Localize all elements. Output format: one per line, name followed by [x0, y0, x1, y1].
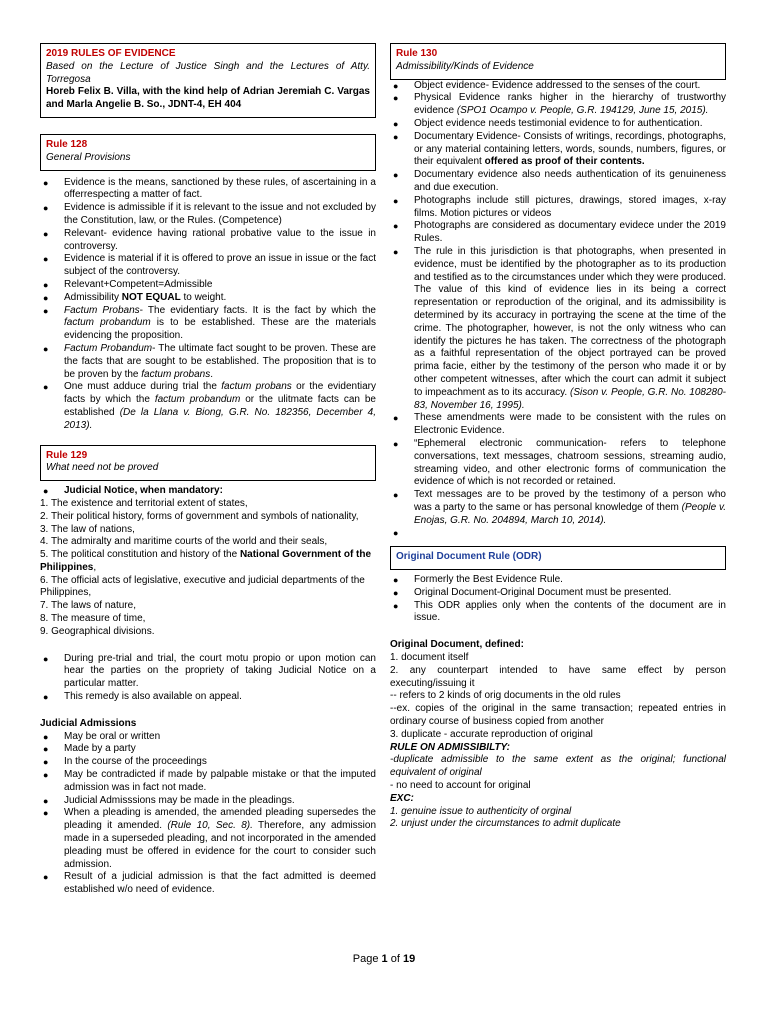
odr-list [390, 574, 726, 625]
list-item: 2. Their political history, forms of government and symbols of nationality, [40, 510, 359, 522]
list-item: 4. The admiralty and maritime courts of the world and their seals, [40, 536, 328, 548]
rule-129-title: Rule 129 [46, 449, 88, 461]
list-item: 7. The laws of nature, [40, 600, 136, 612]
list-item: --ex. copies of the original in the same transaction; repeated entries in ordinary course of business copied from another [390, 703, 726, 728]
page-total: 19 [402, 953, 416, 965]
list-item: 1. document itself [390, 652, 469, 664]
list-item: 3. duplicate - accurate reproduction of original [390, 728, 593, 740]
judicial-notice-heading: ● Judicial Notice, when mandatory: [40, 485, 376, 498]
list-item: ● One must adduce during trial the factum probans or the evidentiary facts by which the factum probandum or the ulitmate facts can be established (De la Llana v. Biong, G.R. No. 182356, December 4, 2013). [40, 381, 376, 432]
list-item: ● Result of a judicial admission is that the fact admitted is deemed established w/o need of evidence. [40, 871, 376, 897]
judicial-notice-heading-list [40, 485, 376, 498]
rule-128-list [40, 177, 376, 433]
rule-128-header [40, 134, 376, 171]
rule-130-list [390, 80, 726, 541]
odr-definition-heading: Original Document, defined: [390, 639, 524, 651]
list-item: ● This ODR applies only when the contents of the document are in issue. [390, 600, 726, 626]
rule-129-subtitle: What need not be proved [46, 462, 159, 474]
list-item: ● May be oral or written [40, 731, 376, 744]
page-number: 1 [381, 953, 388, 965]
list-item: ● Original Document-Original Document must be presented. [390, 587, 726, 600]
rule-129-header [40, 445, 376, 482]
list-item: ● Photographs include still pictures, drawings, stored images, x-ray films. Motion pictures or videos [390, 195, 726, 221]
no-need-line: - no need to account for original [390, 780, 531, 792]
exceptions-heading: EXC: [390, 792, 414, 804]
list-item: ● This remedy is also available on appeal. [40, 691, 376, 704]
document-header-box [40, 43, 376, 118]
list-item: ● Evidence is admissible if it is relevant to the issue and not excluded by the Constitution, law, or the Rules. (Competence) [40, 202, 376, 228]
list-item: ● Factum Probandum- The ultimate fact sought to be proven. These are the facts that are sought to be established. The proposition that is to be proven by the factum probans. [40, 343, 376, 381]
empty-list-item [390, 527, 726, 540]
list-item: ● Object evidence needs testimonial evidence to for authentication. [390, 118, 726, 131]
list-item: ● Made by a party [40, 743, 376, 756]
list-item: ● Formerly the Best Evidence Rule. [390, 574, 726, 587]
list-item: ● Evidence is the means, sanctioned by these rules, of ascertaining in a offerrespecting a matter of fact. [40, 177, 376, 203]
rule-130-subtitle: Admissibility/Kinds of Evidence [396, 60, 534, 72]
list-item: ● Relevant- evidence having rational probative value to the issue in controversy. [40, 228, 376, 254]
list-item: ● Evidence is material if it is offered to prove an issue in issue or the fact subject of the controversy. [40, 253, 376, 279]
judicial-notice-list [40, 498, 376, 639]
admissibility-line: -duplicate admissible to the same extent as the original; functional equivalent of original [390, 754, 726, 779]
judicial-admissions-heading: Judicial Admissions [40, 717, 137, 729]
list-item: 1. genuine issue to authenticity of orginal [390, 805, 572, 817]
pretrial-list [40, 653, 376, 704]
list-item: ● Object evidence- Evidence addressed to the senses of the court. [390, 80, 726, 93]
list-item: 3. The law of nations, [40, 523, 135, 535]
list-item: ● Admissibility NOT EQUAL to weight. [40, 292, 376, 305]
list-item: ● Text messages are to be proved by the testimony of a person who was a party to the same or has personal knowledge of them (People v. Enojas, G.R. No. 204894, March 10, 2014). [390, 489, 726, 527]
list-item: ● Judicial Admisssions may be made in the pleadings. [40, 795, 376, 808]
list-item: ● Factum Probans- The evidentiary facts. It is the fact by which the factum probandum is to be established. These are the materials evidencing the proposition. [40, 305, 376, 343]
list-item: ● Documentary Evidence- Consists of writings, recordings, photographs, or any material containing letters, words, sounds, numbers, figures, or their equivalent offered as proof of their contents. [390, 131, 726, 169]
rule-130-header [390, 43, 726, 80]
list-item: -- refers to 2 kinds of orig documents in the old rules [390, 690, 621, 702]
list-item: ● Physical Evidence ranks higher in the hierarchy of trustworthy evidence (SPO1 Ocampo v. People, G.R. 194129, June 15, 2015). [390, 92, 726, 118]
list-item: ● In the course of the proceedings [40, 756, 376, 769]
document-title: 2019 RULES OF EVIDENCE [46, 48, 176, 59]
list-item: ● The rule in this jurisdiction is that photographs, when presented in evidence, must be identified by the photographer as to its production and testified as to the circumstances under which they were produced. The value of this kind of evidence lies in its being a correct representation or reproduction of the original, and its admissibility is determined by its accuracy in portraying the scene at the time of the crime. The photographer, however, is not the only witness who can identify the pictures he has taken. The correctness of the photograph as a faithful representation of the object portrayed can be proved prima facie, either by the testimony of the person who made it or by other competent witnesses, after which the court can admit it subject to impeachment as to its accuracy. (Sison v. People, G.R. No. 108280-83, November 16, 1995). [390, 246, 726, 412]
list-item: 6. The official acts of legislative, executive and judicial departments of the Philippines, [40, 574, 365, 599]
list-item: 8. The measure of time, [40, 613, 146, 625]
judicial-admissions-list [40, 731, 376, 897]
list-item: 2. any counterpart intended to have same effect by person executing/issuing it [390, 664, 726, 689]
admissibility-heading: RULE ON ADMISSIBILTY: [390, 741, 510, 753]
rule-128-subtitle: General Provisions [46, 151, 131, 163]
list-item: 2. unjust under the circumstances to admit duplicate [390, 818, 621, 830]
list-item: ● Documentary evidence also needs authentication of its genuineness and due execution. [390, 169, 726, 195]
list-item: 5. The political constitution and history of the National Government of the Philippines, [40, 549, 372, 573]
list-item: ● “Ephemeral electronic communication- refers to telephone conversations, text messages, chatroom sessions, streaming audio, streaming video, and other electronic forms of communication the evidence of which is not recorded or retained. [390, 438, 726, 489]
rule-130-title: Rule 130 [396, 48, 438, 59]
list-item: ● Photographs are considered as documentary evidece under the 2019 Rules. [390, 220, 726, 246]
list-item: ● May be contradicted if made by palpable mistake or that the imputed admission was in fact not made. [40, 769, 376, 795]
list-item: 1. The existence and territorial extent of states, [40, 497, 248, 509]
odr-header [390, 546, 726, 570]
list-item: ● These amendments were made to be consistent with the rules on Electronic Evidence. [390, 412, 726, 438]
left-column [40, 43, 376, 897]
list-item: ● Relevant+Competent=Admissible [40, 279, 376, 292]
list-item: ● When a pleading is amended, the amended pleading supersedes the pleading it amended. (Rule 10, Sec. 8). Therefore, any admission made in a superseded pleading, and not incorporated in the amended pleading must be offered in evidence for the court to consider such admission. [40, 807, 376, 871]
odr-title: Original Document Rule (ODR) [396, 551, 542, 563]
document-subtitle: Based on the Lecture of Justice Singh and the Lectures of Atty. Torregosa [46, 60, 370, 85]
right-column [390, 43, 726, 831]
list-item: 9. Geographical divisions. [40, 625, 155, 637]
page-footer: Page 1 of 19 [352, 953, 416, 965]
odr-definition [390, 639, 726, 831]
list-item: ● During pre-trial and trial, the court motu propio or upon motion can hear the parties on the propriety of taking Judicial Notice on a particular matter. [40, 653, 376, 691]
document-authors: Horeb Felix B. Villa, with the kind help of Adrian Jeremiah C. Vargas and Marla Angelie B. So., JDNT-4, EH 404 [46, 86, 370, 111]
rule-128-title: Rule 128 [46, 138, 88, 150]
